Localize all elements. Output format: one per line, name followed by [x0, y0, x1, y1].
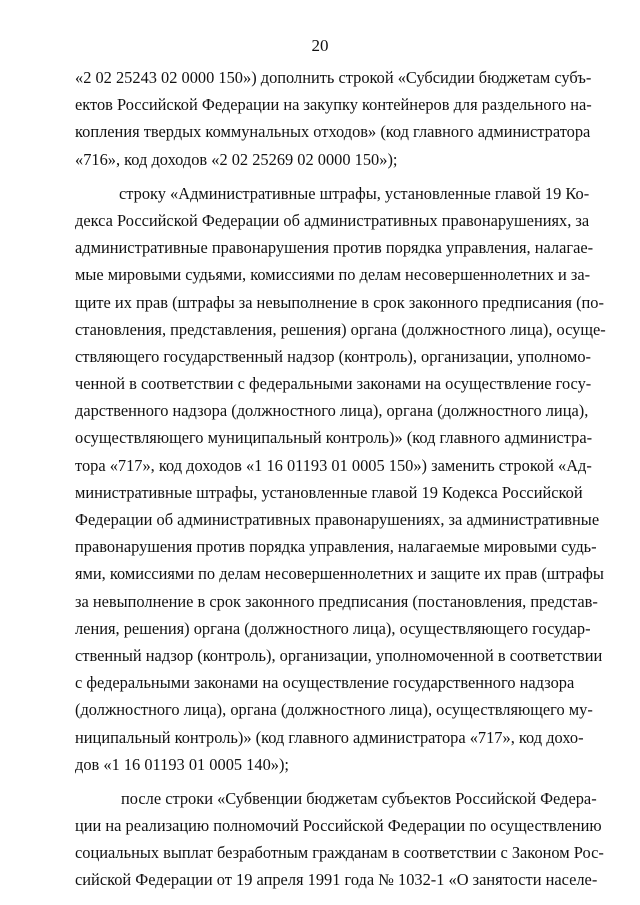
paragraph-1: [75, 64, 592, 173]
text-line: дарственного надзора (должностного лица), органа (должностного лица),: [75, 401, 589, 421]
text-line: правонарушения против порядка управления, налагаемые мировыми судь-: [75, 537, 597, 557]
text-line: министративные штрафы, установленные главой 19 Кодекса Российской: [75, 482, 583, 502]
text-line: копления твердых коммунальных отходов» (код главного администратора: [75, 122, 591, 142]
text-line: декса Российской Федерации об административных правонарушениях, за: [75, 210, 590, 230]
text-line: ления, решения) органа (должностного лица), осуществляющего государ-: [75, 618, 591, 638]
text-line: ствляющего государственный надзор (контроль), организации, уполномо-: [75, 346, 592, 366]
text-line: (должностного лица), органа (должностного лица), осуществляющего му-: [75, 700, 593, 720]
text-line: тора «717», код доходов «1 16 01193 01 0005 150») заменить строкой «Ад-: [75, 455, 592, 475]
text-line: Федерации об административных правонарушениях, за административные: [75, 510, 600, 529]
text-line: осуществляющего муниципальный контроль)» (код главного администра-: [75, 428, 593, 448]
text-line: административные правонарушения против порядка управления, налагае-: [75, 238, 594, 258]
paragraph-gap: [75, 778, 571, 785]
text-line: дов «1 16 01193 01 0005 140»);: [75, 754, 289, 774]
text-line: «2 02 25243 02 0000 150») дополнить строкой «Субсидии бюджетам субъ-: [75, 68, 592, 87]
paragraph-3: [75, 785, 604, 894]
text-line: с федеральными законами на осуществление государственного надзора: [75, 673, 575, 693]
paragraph-gap: [75, 173, 571, 180]
text-line: за невыполнение в срок законного предписания (постановления, представ-: [75, 591, 598, 611]
document-body: [75, 64, 606, 894]
text-line: после строки «Субвенции бюджетам субъектов Российской Федера-: [121, 788, 597, 808]
page-number: 20: [311, 36, 329, 55]
paragraph-2: [75, 180, 606, 778]
text-line: ями, комиссиями по делам несовершеннолетних и защите их прав (штрафы: [75, 564, 604, 584]
text-line: ектов Российской Федерации на закупку контейнеров для раздельного на-: [75, 95, 592, 115]
text-line: «716», код доходов «2 02 25269 02 0000 150»);: [75, 149, 398, 169]
text-line: ции на реализацию полномочий Российской Федерации по осуществлению: [75, 816, 602, 836]
text-line: щите их прав (штрафы за невыполнение в срок законного предписания (по-: [75, 292, 604, 312]
text-line: строку «Административные штрафы, установленные главой 19 Ко-: [119, 183, 590, 203]
text-line: ниципальный контроль)» (код главного администратора «717», код дохо-: [75, 727, 584, 747]
text-line: социальных выплат безработным гражданам в соответствии с Законом Рос-: [75, 843, 604, 863]
text-line: становления, представления, решения) органа (должностного лица), осуще-: [75, 319, 606, 339]
text-line: мые мировыми судьями, комиссиями по делам несовершеннолетних и за-: [75, 265, 591, 285]
text-line: сийской Федерации от 19 апреля 1991 года № 1032-1 «О занятости населе-: [75, 870, 598, 890]
text-line: ственный надзор (контроль), организации, уполномоченной в соответствии: [75, 645, 603, 665]
text-line: ченной в соответствии с федеральными законами на осуществление госу-: [75, 374, 592, 394]
